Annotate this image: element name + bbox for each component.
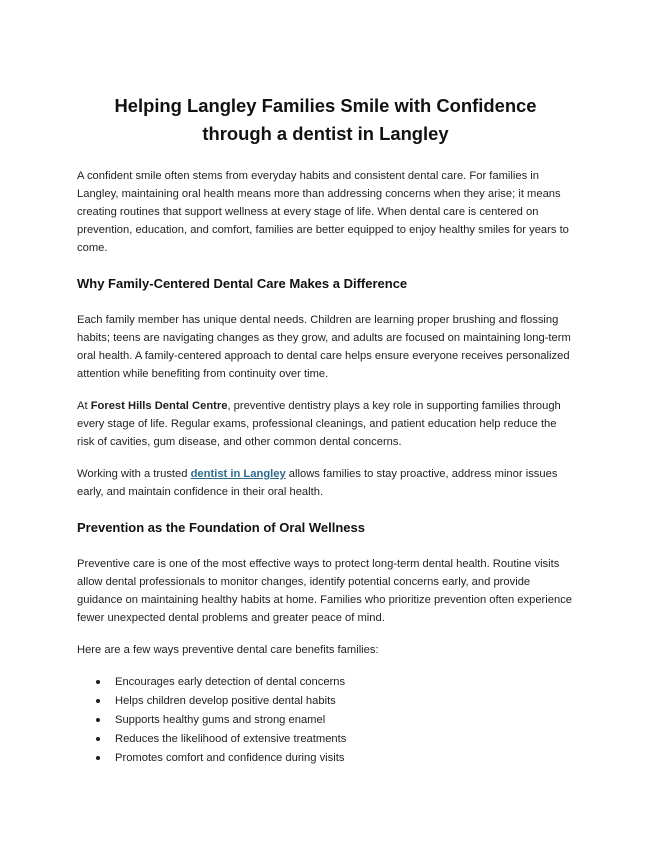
trusted-prefix: Working with a trusted	[77, 468, 191, 480]
section-heading-family-care: Why Family-Centered Dental Care Makes a Difference	[77, 276, 408, 291]
forest-hills-suffix: , preventive dentistry plays a key role in supporting families through every stage of life. Regular exams, professional cleanings, and patient education help reduce the risk of cavities, gum disease, and other common dental concerns.	[77, 400, 561, 448]
document-title	[77, 92, 574, 148]
list-item	[115, 673, 574, 692]
benefits-list	[77, 673, 574, 768]
trusted-suffix: allows families to stay proactive, address minor issues early, and maintain confidence in their oral health.	[77, 468, 558, 498]
bullet-icon	[96, 756, 100, 760]
benefits-intro: Here are a few ways preventive dental care benefits families:	[77, 644, 379, 656]
list-item-text: Supports healthy gums and strong enamel	[115, 714, 326, 726]
bullet-icon	[96, 737, 100, 741]
dentist-in-langley-link[interactable]: dentist in Langley	[190, 468, 286, 480]
bullet-icon	[96, 699, 100, 703]
list-item-text: Encourages early detection of dental concerns	[115, 676, 346, 688]
list-item-text: Promotes comfort and confidence during visits	[115, 752, 345, 764]
list-item	[115, 730, 574, 749]
intro-paragraph: A confident smile often stems from everyday habits and consistent dental care. For families in Langley, maintaining oral health means more than addressing concerns when they arise; it means creating routines that support wellness at every stage of life. When dental care is centered on prevention, education, and comfort, families are better equipped to enjoy healthy smiles for years to come.	[77, 170, 569, 254]
bullet-icon	[96, 718, 100, 722]
family-care-paragraph: Each family member has unique dental needs. Children are learning proper brushing and flossing habits; teens are navigating changes as they grow, and adults are focused on maintaining long-term oral health. A family-centered approach to dental care helps ensure everyone receives personalized attention while benefiting from continuity over time.	[77, 314, 571, 380]
list-item-text: Helps children develop positive dental habits	[115, 695, 336, 707]
clinic-name: Forest Hills Dental Centre	[90, 400, 228, 412]
forest-hills-prefix: At	[77, 400, 91, 412]
title-line-2: through a dentist in Langley	[202, 123, 449, 144]
list-item-text: Reduces the likelihood of extensive treatments	[115, 733, 347, 745]
trusted-dentist-paragraph	[77, 465, 574, 501]
list-item	[115, 692, 574, 711]
bullet-icon	[96, 680, 100, 684]
forest-hills-paragraph	[77, 397, 574, 451]
title-line-1: Helping Langley Families Smile with Confidence	[114, 95, 537, 116]
section-heading-prevention: Prevention as the Foundation of Oral Wellness	[77, 520, 365, 535]
prevention-paragraph: Preventive care is one of the most effective ways to protect long-term dental health. Routine visits allow dental professionals to monitor changes, identify potential concerns early, and provide guidance on maintaining healthy habits at home. Families who prioritize prevention often experience fewer unexpected dental problems and greater peace of mind.	[77, 558, 573, 624]
list-item	[115, 711, 574, 730]
list-item	[115, 749, 574, 768]
